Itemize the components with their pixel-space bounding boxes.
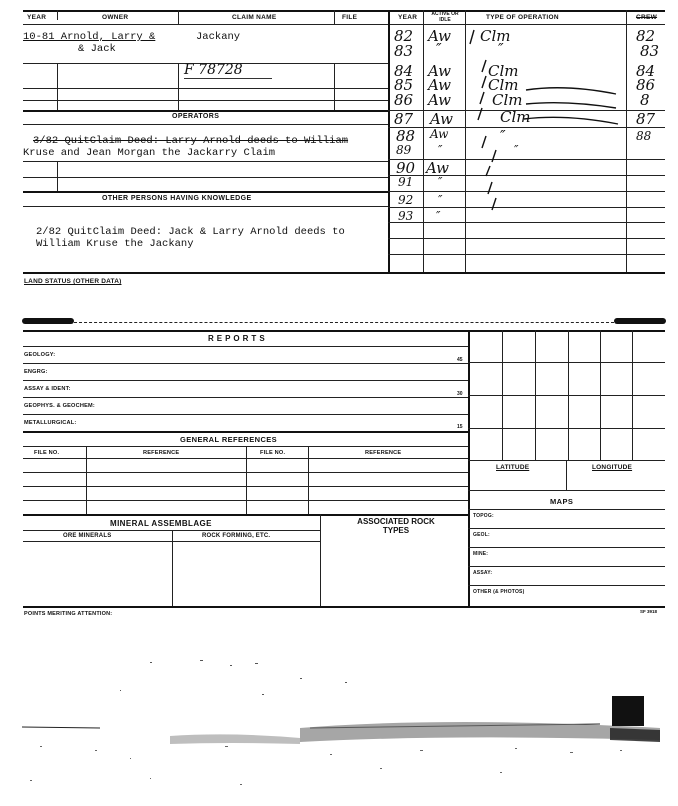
map-mine: MINE: <box>473 551 489 557</box>
divider <box>57 63 58 110</box>
knowledge-line-2: William Kruse the Jackany <box>36 238 194 250</box>
top-section-bottom-border <box>23 272 665 274</box>
gr-file-no-2: FILE NO. <box>260 450 286 456</box>
registration-bar-right <box>614 318 666 324</box>
map-topog: TOPOG: <box>473 513 494 519</box>
log-status: ″ <box>436 209 441 223</box>
log-operation: ″ <box>498 40 504 58</box>
divider <box>86 446 87 514</box>
margin-mark-45: 45 <box>457 357 463 363</box>
log-year: 85 <box>394 76 414 94</box>
header-crew: CREW <box>636 14 658 21</box>
log-operation: Clm <box>492 91 523 109</box>
grid-line <box>468 395 665 396</box>
owner-line-1: 10-81 Arnold, Larry & <box>23 31 156 43</box>
left-right-divider <box>388 10 390 272</box>
maps-line <box>468 547 665 548</box>
map-other: OTHER (& PHOTOS) <box>473 589 525 595</box>
maps-title: MAPS <box>550 497 574 506</box>
log-crew: 8 <box>640 91 650 109</box>
log-status: Aw <box>428 91 451 109</box>
log-year: 88 <box>396 127 416 145</box>
log-operation: Clm <box>488 76 519 94</box>
divider <box>320 514 321 606</box>
log-operation: Clm <box>500 108 531 126</box>
claim-name-value: Jackany <box>196 31 241 43</box>
form-bottom-border <box>23 606 665 608</box>
margin-mark-15: 15 <box>457 424 463 430</box>
report-geology: GEOLOGY: <box>24 352 56 358</box>
header-claim-name: CLAIM NAME <box>232 14 277 21</box>
knowledge-title-line <box>23 206 388 207</box>
report-assay: ASSAY & IDENT: <box>24 386 71 392</box>
operators-section-end <box>23 191 388 193</box>
log-status: Aw <box>430 110 453 128</box>
reports-bottom-line <box>23 431 468 433</box>
header-owner: OWNER <box>102 14 129 21</box>
log-status: ″ <box>438 175 443 189</box>
operators-line-1: 3/82 QuitClaim Deed: Larry Arnold deeds to William <box>33 135 349 147</box>
reports-right-divider <box>468 330 470 606</box>
report-metallurgical: METALLURGICAL: <box>24 420 77 426</box>
log-crew: 88 <box>636 129 652 143</box>
grid-line <box>468 428 665 429</box>
land-status-label: LAND STATUS (OTHER DATA) <box>24 278 122 285</box>
log-year: 87 <box>394 110 414 128</box>
log-year: 89 <box>396 143 412 157</box>
map-geol: GEOL: <box>473 532 490 538</box>
log-operation: Clm <box>488 62 519 80</box>
header-active-idle: ACTIVE OR IDLE <box>431 11 459 23</box>
log-year: 83 <box>394 42 414 60</box>
log-status: Aw <box>428 27 451 45</box>
report-line <box>23 397 468 398</box>
associated-rock-types-label: ASSOCIATED ROCK TYPES <box>357 517 435 535</box>
log-status: Aw <box>428 76 451 94</box>
gr-reference: REFERENCE <box>143 450 180 456</box>
divider <box>423 10 424 274</box>
operators-row-line <box>23 177 388 178</box>
section-divider <box>74 322 614 323</box>
header-file: FILE <box>342 14 358 21</box>
log-crew: 82 <box>636 27 656 45</box>
latitude-label: LATITUDE <box>496 464 530 471</box>
log-year: 84 <box>394 62 414 80</box>
general-references-title: GENERAL REFERENCES <box>180 435 278 444</box>
header-type-of-operation: TYPE OF OPERATION <box>486 14 559 21</box>
file-reference-underline <box>184 78 272 79</box>
operators-line-2: Kruse and Jean Morgan the Jackarry Claim <box>23 147 276 159</box>
scan-noise <box>0 650 678 800</box>
log-status: Aw <box>428 62 451 80</box>
operators-title-line <box>23 124 388 125</box>
operators-title: OPERATORS <box>172 113 220 120</box>
mineral-assemblage-title: MINERAL ASSEMBLAGE <box>110 519 212 528</box>
header-year: YEAR <box>27 14 47 21</box>
divider <box>334 10 335 24</box>
log-line <box>388 254 665 255</box>
divider <box>172 530 173 606</box>
log-crew: 87 <box>636 110 656 128</box>
gr-bottom-line <box>23 514 468 516</box>
report-line <box>23 414 468 415</box>
knowledge-line-1: 2/82 QuitClaim Deed: Jack & Larry Arnold deeds to <box>36 226 345 238</box>
divider <box>57 161 58 191</box>
log-status: ″ <box>438 193 443 207</box>
log-year: 91 <box>398 175 414 189</box>
log-line <box>388 238 665 239</box>
divider <box>334 63 335 110</box>
log-year: 92 <box>398 193 414 207</box>
divider <box>308 446 309 514</box>
top-border <box>23 10 665 12</box>
gr-reference-2: REFERENCE <box>365 450 402 456</box>
ore-minerals-label: ORE MINERALS <box>63 533 112 539</box>
divider <box>178 10 179 24</box>
divider <box>246 446 247 514</box>
divider <box>178 63 179 110</box>
log-status: Aw <box>426 159 449 177</box>
log-crew: 84 <box>636 62 656 80</box>
header-year-log: YEAR <box>398 14 418 21</box>
registration-bar-left <box>22 318 74 324</box>
knowledge-title: OTHER PERSONS HAVING KNOWLEDGE <box>102 195 252 202</box>
log-status: ″ <box>438 143 443 157</box>
divider <box>566 460 567 490</box>
log-crew: 83 <box>640 42 660 60</box>
log-status: Aw <box>430 127 449 141</box>
gr-file-no: FILE NO. <box>34 450 60 456</box>
margin-mark-30: 30 <box>457 391 463 397</box>
log-crew: 86 <box>636 76 656 94</box>
report-geophys: GEOPHYS. & GEOCHEM: <box>24 403 95 409</box>
map-assay: ASSAY: <box>473 570 493 576</box>
log-year: 93 <box>398 209 414 223</box>
maps-title-line <box>468 509 665 510</box>
log-status: ″ <box>436 40 442 58</box>
log-year: 86 <box>394 91 414 109</box>
longitude-label: LONGITUDE <box>592 464 633 471</box>
log-year: 82 <box>394 27 414 45</box>
file-reference-handwritten: F 78728 <box>184 62 243 78</box>
rock-forming-label: ROCK FORMING, ETC. <box>202 533 271 539</box>
lat-long-bottom <box>468 490 665 491</box>
maps-line <box>468 566 665 567</box>
log-operation: ″ <box>500 127 506 145</box>
log-year: 90 <box>396 159 416 177</box>
report-line <box>23 380 468 381</box>
report-engrg: ENGRG: <box>24 369 48 375</box>
reports-title: R E P O R T S <box>208 334 266 343</box>
maps-line <box>468 528 665 529</box>
report-line <box>23 363 468 364</box>
grid-line <box>468 362 665 363</box>
maps-line <box>468 585 665 586</box>
divider <box>57 10 58 20</box>
operators-row-line <box>23 161 388 162</box>
owner-line-2: & Jack <box>78 43 116 55</box>
reports-title-line <box>23 346 468 347</box>
points-meriting-attention-label: POINTS MERITING ATTENTION: <box>24 611 113 617</box>
log-operation: Clm <box>480 27 511 45</box>
handwritten-strokes <box>466 24 656 224</box>
form-number: SF 3918 <box>640 609 658 614</box>
owner-section-end <box>23 110 388 112</box>
log-operation: ″ <box>514 143 519 157</box>
